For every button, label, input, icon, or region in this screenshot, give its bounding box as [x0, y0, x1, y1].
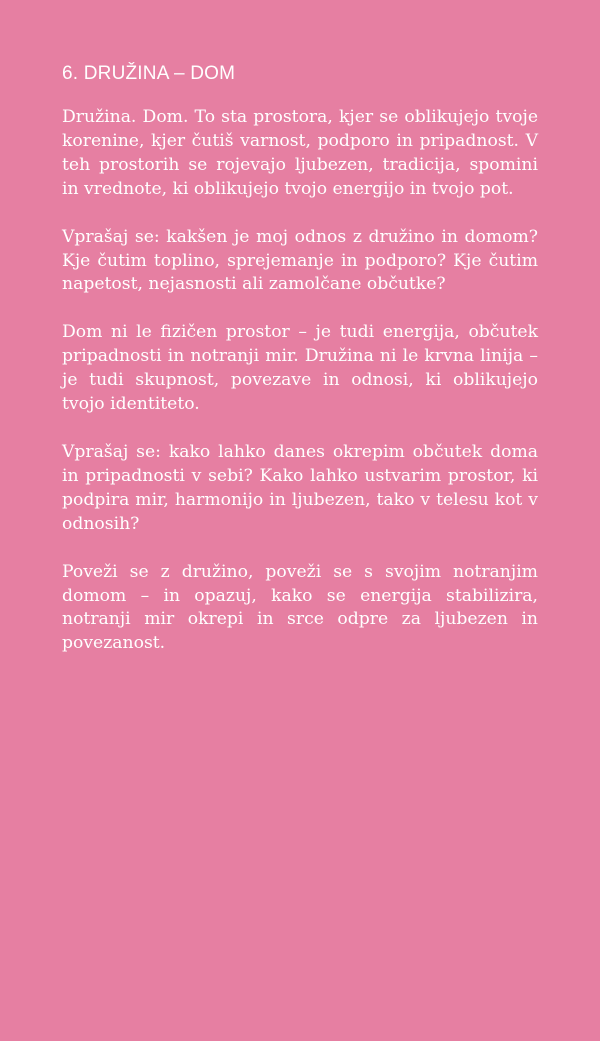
- paragraph-closing: Poveži se z družino, poveži se s svojim notranjim domom – in opazuj, kako se energija stabilizira, notranji mir okrepi in srce odpre za ljubezen in povezanost.: [62, 561, 538, 654]
- paragraph-question-relationship: Vprašaj se: kakšen je moj odnos z družino in domom? Kje čutim toplino, sprejemanje in podporo? Kje čutim napetost, nejasnosti ali zamolčane občutke?: [62, 226, 538, 295]
- paragraph-intro: Družina. Dom. To sta prostora, kjer se oblikujejo tvoje korenine, kjer čutiš varnost, podporo in pripadnost. V teh prostorih se rojevajo ljubezen, tradicija, spomini in vrednote, ki oblikujejo tvojo energijo in tvojo pot.: [62, 107, 538, 199]
- page-heading: 6. DRUŽINA – DOM: [62, 63, 236, 84]
- paragraph-home-energy: Dom ni le fizičen prostor – je tudi energija, občutek pripadnosti in notranji mir. Družina ni le krvna linija – je tudi skupnost, povezave in odnosi, ki oblikujejo tvojo identiteto.: [62, 322, 538, 415]
- paragraph-question-strengthen: Vprašaj se: kako lahko danes okrepim občutek doma in pripadnosti v sebi? Kako lahko ustvarim prostor, ki podpira mir, harmonijo in ljubezen, tako v telesu kot v odnosih?: [62, 441, 538, 534]
